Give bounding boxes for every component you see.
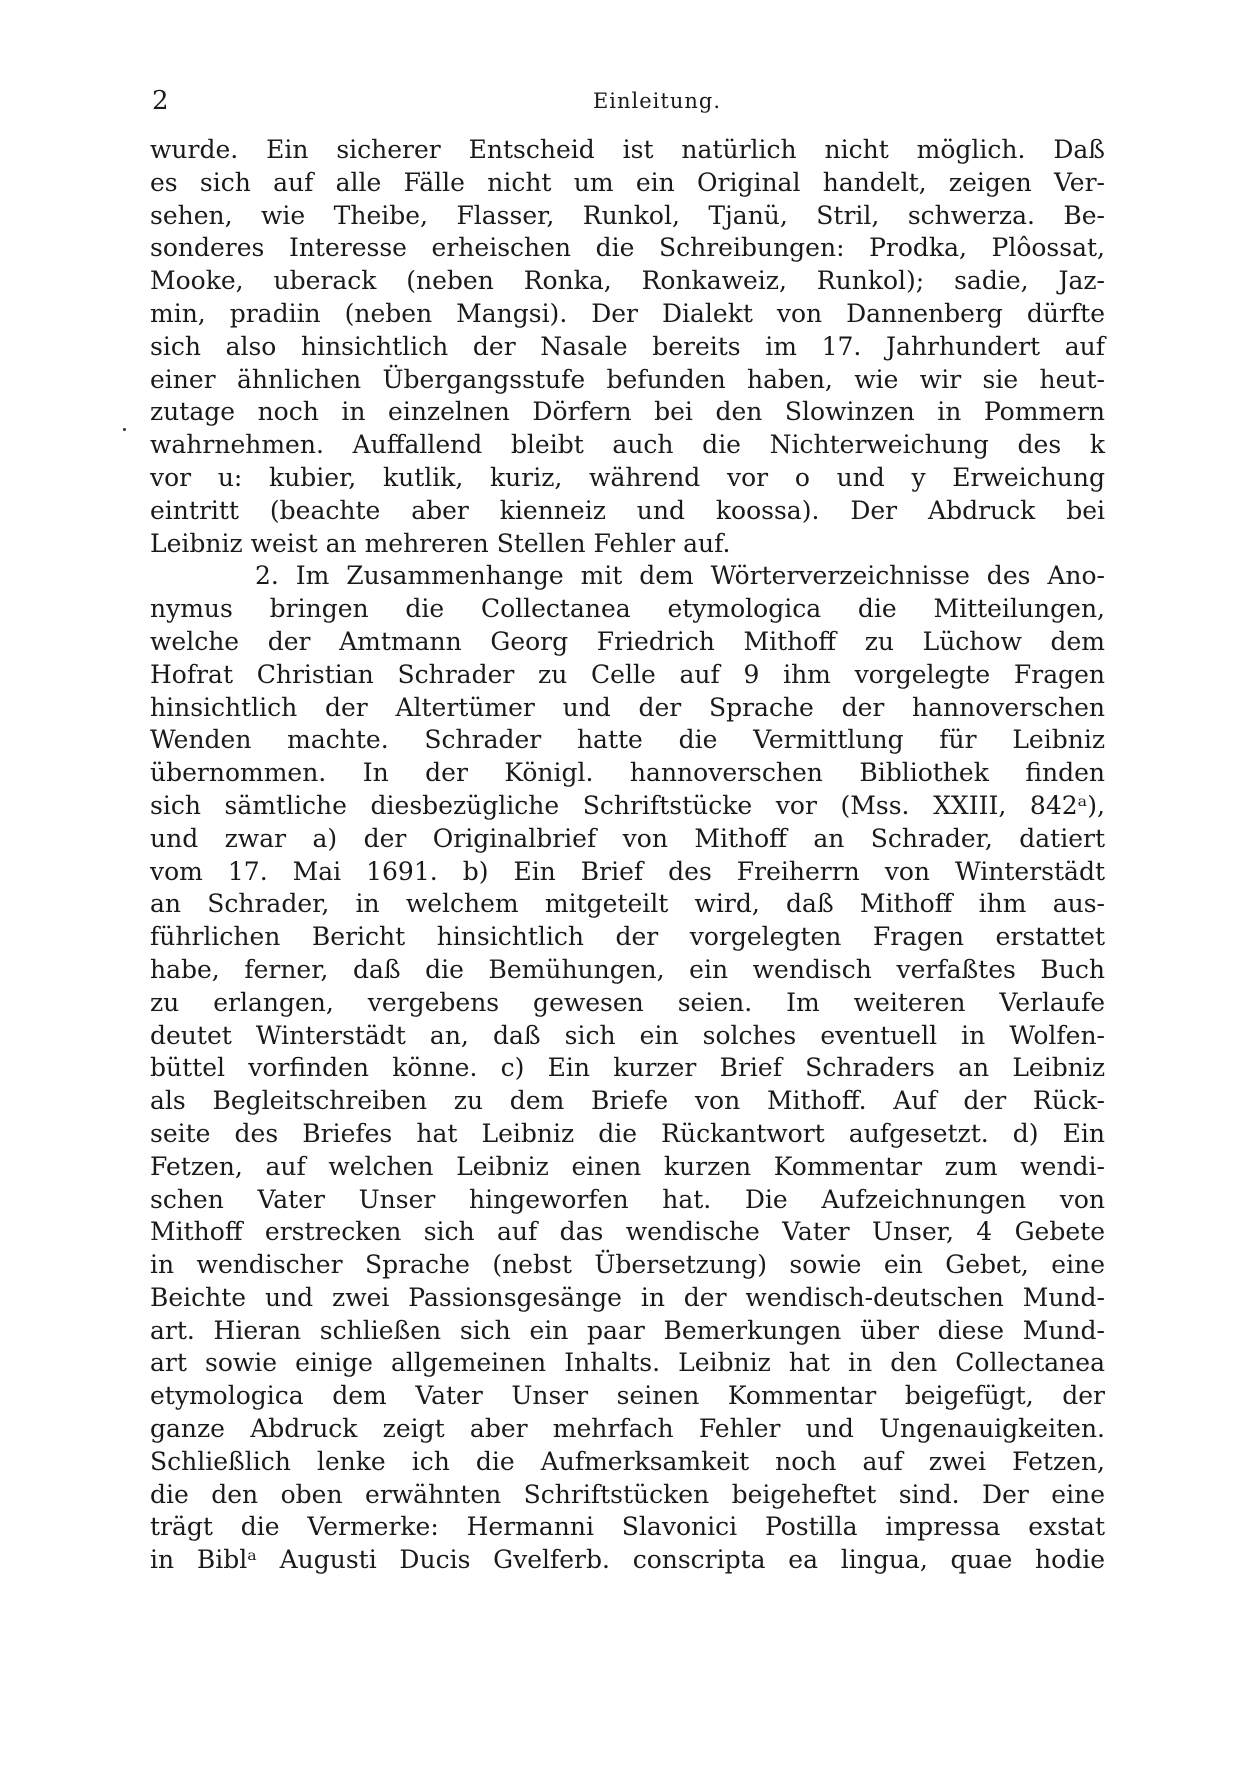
- text-line: in Biblᵃ Augusti Ducis Gvelferb. conscripta ea lingua, quae hodie: [150, 1545, 1105, 1575]
- stray-ink-mark: [123, 428, 126, 431]
- text-line: Hofrat Christian Schrader zu Celle auf 9 ihm vorgelegte Fragen: [150, 659, 1105, 689]
- text-line: vom 17. Mai 1691. b) Ein Brief des Freiherrn von Winterstädt: [150, 856, 1105, 886]
- running-head: Einleitung.: [592, 89, 722, 113]
- text-line: habe, ferner, daß die Bemühungen, ein wendisch verfaßtes Buch: [150, 954, 1105, 984]
- paragraph-start-line: 2. Im Zusammenhange mit dem Wörterverzeichnisse des Ano-: [255, 561, 1105, 591]
- text-line: büttel vorfinden könne. c) Ein kurzer Brief Schraders an Leibniz: [150, 1053, 1105, 1083]
- text-line: sich sämtliche diesbezügliche Schriftstücke vor (Mss. XXIII, 842ᵃ),: [150, 790, 1105, 820]
- text-line: in wendischer Sprache (nebst Übersetzung) sowie ein Gebet, eine: [150, 1250, 1105, 1280]
- text-line: art. Hieran schließen sich ein paar Bemerkungen über diese Mund-: [150, 1315, 1105, 1345]
- text-line: seite des Briefes hat Leibniz die Rückantwort aufgesetzt. d) Ein: [150, 1118, 1105, 1148]
- text-line: sonderes Interesse erheischen die Schreibungen: Prodka, Plôossat,: [150, 233, 1105, 263]
- text-line: Wenden machte. Schrader hatte die Vermittlung für Leibniz: [150, 725, 1105, 755]
- text-line: hinsichtlich der Altertümer und der Sprache der hannoverschen: [150, 692, 1105, 722]
- text-line: art sowie einige allgemeinen Inhalts. Leibniz hat in den Collectanea: [150, 1348, 1105, 1378]
- text-line: wahrnehmen. Auffallend bleibt auch die Nichterweichung des k: [150, 430, 1105, 460]
- body-text: [150, 134, 1105, 1577]
- text-line: sich also hinsichtlich der Nasale bereits im 17. Jahrhundert auf: [150, 331, 1105, 361]
- paragraph-end-line: Leibniz weist an mehreren Stellen Fehler auf.: [150, 528, 731, 558]
- text-line: sehen, wie Theibe, Flasser, Runkol, Tjanü, Stril, schwerza. Be-: [150, 200, 1105, 230]
- text-line: Fetzen, auf welchen Leibniz einen kurzen Kommentar zum wendi-: [150, 1151, 1105, 1181]
- text-line: führlichen Bericht hinsichtlich der vorgelegten Fragen erstattet: [150, 922, 1105, 952]
- text-line: an Schrader, in welchem mitgeteilt wird, daß Mithoff ihm aus-: [150, 889, 1105, 919]
- text-line: Mithoff erstrecken sich auf das wendische Vater Unser, 4 Gebete: [150, 1217, 1105, 1247]
- text-line: wurde. Ein sicherer Entscheid ist natürlich nicht möglich. Daß: [150, 135, 1105, 164]
- text-line: deutet Winterstädt an, daß sich ein solches eventuell in Wolfen-: [150, 1020, 1105, 1050]
- text-line: zu erlangen, vergebens gewesen seien. Im weiteren Verlaufe: [150, 987, 1105, 1017]
- text-line: etymologica dem Vater Unser seinen Kommentar beigefügt, der: [150, 1381, 1105, 1411]
- text-line: ganze Abdruck zeigt aber mehrfach Fehler und Ungenauigkeiten.: [150, 1414, 1105, 1444]
- text-line: nymus bringen die Collectanea etymologica die Mitteilungen,: [150, 594, 1105, 624]
- text-line: eintritt (beachte aber kienneiz und koossa). Der Abdruck bei: [150, 495, 1105, 525]
- text-line: vor u: kubier, kutlik, kuriz, während vor o und y Erweichung: [150, 462, 1105, 492]
- text-line: schen Vater Unser hingeworfen hat. Die Aufzeichnungen von: [150, 1184, 1105, 1214]
- text-line: Beichte und zwei Passionsgesänge in der wendisch-deutschen Mund-: [150, 1282, 1105, 1312]
- text-line: welche der Amtmann Georg Friedrich Mithoff zu Lüchow dem: [150, 626, 1105, 656]
- text-line: Schließlich lenke ich die Aufmerksamkeit noch auf zwei Fetzen,: [150, 1446, 1105, 1476]
- text-line: zutage noch in einzelnen Dörfern bei den Slowinzen in Pommern: [150, 397, 1105, 427]
- text-line: übernommen. In der Königl. hannoverschen Bibliothek finden: [150, 758, 1105, 788]
- text-line: als Begleitschreiben zu dem Briefe von Mithoff. Auf der Rück-: [150, 1086, 1105, 1116]
- text-line: min, pradiin (neben Mangsi). Der Dialekt von Dannenberg dürfte: [150, 298, 1105, 328]
- text-line: und zwar a) der Originalbrief von Mithoff an Schrader, datiert: [150, 823, 1105, 853]
- page-header: [152, 86, 1112, 116]
- text-line: die den oben erwähnten Schriftstücken beigeheftet sind. Der eine: [150, 1479, 1105, 1509]
- text-line: Mooke, uberack (neben Ronka, Ronkaweiz, Runkol); sadie, Jaz-: [150, 266, 1105, 296]
- text-line: trägt die Vermerke: Hermanni Slavonici Postilla impressa exstat: [150, 1512, 1105, 1542]
- text-line: es sich auf alle Fälle nicht um ein Original handelt, zeigen Ver-: [150, 167, 1105, 197]
- page-number: 2: [152, 86, 169, 116]
- text-line: einer ähnlichen Übergangsstufe befunden haben, wie wir sie heut-: [150, 364, 1105, 394]
